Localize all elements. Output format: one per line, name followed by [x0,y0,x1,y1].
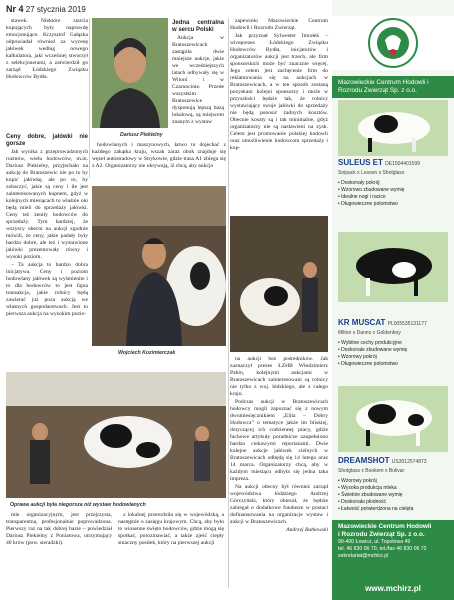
page-header [6,4,86,14]
article-paragraph: stawek. Niektóre starcia kupujących były naprawdę emocjonujące. Krzysztof Gałązka odpowiadał również za wycenę jałówek według nowego kalkulatora, jaki wcześniej stworzył z selekcjonerami, a zatwierdził go zarząd Łódzkiego Związku Hodowców Bydła. [6,18,88,80]
man-with-cows-image [92,186,226,346]
photo-kozimierczak [92,186,226,346]
column-3-bottom [230,356,328,535]
contact-email[interactable]: sekretariat@mchirz.pl [338,553,389,559]
column-3 [230,18,328,153]
bull-pedigree: Shotglass x Bookem x Bolivar [338,468,405,474]
bull-features: • Doskonały pokrój • Wzorowo zbudowane wymię • Idealne nogi i racice • Długowieczne potomstwo [338,180,405,208]
article-paragraph: Podczas aukcji w Bratoszewicach hodowcy mogli zapoznać się z nowym dwumiesięcznikiem „Elita – Dobry Hodowca” o tematyce jakże im bliskiej, dotyczącej ich codziennej pracy, gdzie fachowe artykuły poradnicze uzupełniono bardzo ciekawymi reportażami. Dwie kolejne aukcje jałówek cielnych w Bratoszewicach odbędą się 14 lutego oraz 14 marca. Organizatorzy chcą, aby w każdym miesiącu odbyła się jedna taka impreza. [230,399,328,482]
company-logo [332,16,454,70]
bull-pedigree: Milton x Danno x Goldenboy [338,330,401,336]
column-2-mid [92,142,226,171]
article-paragraph: Na aukcji obecny był również zarząd województwa łódzkiego Andrzej Górczyński, który obiecał, że będzie zabiegał o dodatkowe fundusze w postaci dofinansowania na organizacje wystaw i aukcji w Bratoszewicach. [230,484,328,525]
column-divider [89,18,90,178]
column-2-bottom [118,512,224,548]
article-paragraph: na aukcji bez pośredników. Jak zaznaczył prezes ŁZHB Włodzimierz Pabin, kolejnymi aukcjami w Bratoszewicach zainteresowani są rolnicy nie tylko z woj. łódzkiego, ale z całego kraju. [230,356,328,397]
article-paragraph: Jak przyznał Sylwester Imiołek – wiceprezes Łódzkiego Związku Hodowców Bydła, inicjatorów i organizatorów aukcji jest trzech, ale firm sponsorskich może być znacznie więcej. Jego celem jest zachęcenie firm do reklamowania się na aukcjach w Bratoszewicach, a w ten sposób zostaną pozyskani kolejni sponsorzy i może w przyszłości będzie tak, że rolnicy wystawiający swoje jałówki do sprzedaży nie będą ponosić żadnych kosztów. Obecnie koszty są i tak minimalne, gdyż organizatorzy nie są nastawieni na zysk. Celem jest promowanie polskiej hodowli oraz umożliwienie hodowcom sprzedaży i kup- [230,33,328,151]
article-paragraph: zapewniło Mazowieckie Centrum Hodowli i Rozrodu Zwierząt. [230,18,328,31]
portrait-image [92,18,168,128]
contact-address: 99-400 Łowicz, ul. Topolowa 49 [338,539,411,545]
column-2-top [172,18,224,127]
caption-kozimierczak: Wojciech Kozimierczak [118,350,176,356]
article-paragraph: Aukcja w Bratoszewicach zastąpiła dwie mniejsze aukcje, jakie we wcześniejszych latach odbywały się w Witoni i w Czarnocinie. Przede wszystkim Bratoszewice dysponują lepszą bazą lokalową, są miejscem znanym z wystaw [172,35,224,125]
bull-name: KR MUSCAT PL005535131177 [338,318,427,327]
column-1-bottom [6,512,112,548]
bull-features: • Wybitne cechy produkcyjne • Doskonale zbudowane wymię • Wzorowy pokrój • Długowieczne potomstwo [338,340,407,368]
contact-name-2: i Rozrodu Zwierząt Sp. z o.o. [338,531,425,538]
article-paragraph: z lokalnej przerodziła się w wojewódzką, a następnie o zasięgu krajowym. Chcą, aby było to wiosenne święto hodowców, gdzie mogą się spotkać, porozmawiać, a także zjeść ciepły smaczny posiłek, który na pierwszej aukcji [118,512,224,546]
caption-piekielny: Dariusz Piekielny [120,132,163,138]
article-paragraph: hodowlanych i maszynowych, łatwo tu dojechać z każdego zakątka kraju, wszak zaraz obok znajduje się węzeł autostradowy w Strykowie, gdzie trasa A1 zbiega się z A2. Organizatorzy nie ukrywają, iż chcą, aby aukcja [92,142,226,169]
contact-name: Mazowieckie Centrum Hodowli [338,523,432,530]
company-name-band: Mazowieckie Centrum Hodowli i Rozrodu Zwierząt Sp. z o.o. [332,76,454,98]
column-1-top [6,18,88,82]
bull-photo-suleus [338,100,448,156]
contact-block [332,520,454,578]
cow-image [338,100,448,156]
article-paragraph: mie organizacyjnym, jest przejrzysta, transparentna, profesjonalnie poprowadzona. Pierwszy raz na tak dobrej bazie – powiedział Dariusz Piekielny z Poniatowa, utrzymujący 40 krów (pow. sieradzki). [6,512,112,546]
caption-auction: Oprawa aukcji była niegorsza niż wystaw hodowlanych [10,502,146,508]
bull-pedigree: Snipack x Lesson x Shotglass [338,170,405,176]
bull-photo-dreamshot [338,386,448,452]
cows-barn-image [230,216,328,352]
contact-phone: tel. 46 830 06 70, tel./fax 46 830 06 72 [338,546,427,552]
issue-date: 27 stycznia 2019 [25,5,86,14]
bull-name: SULEUS ET DE1504401599 [338,158,420,167]
photo-cows-and-people [230,216,328,352]
section-heading: Ceny dobre, jałówki nie gorsze [6,134,88,147]
bull-name: DREAMSHOT US3012574873 [338,456,427,465]
website-link[interactable]: www.mchirz.pl [332,578,454,600]
cow-image [338,386,448,452]
article-paragraph: – Ta aukcja to bardzo dobra inicjatywa. Ceny i poziom hodowlany jałówek są wyśmienite i to dla hodowców to jest fajna transakcja, jakie rolnicy będą zawierać już poza aukcją we własnych gospodarstwach. Jest to pierwsza aukcja na wysokim pozio- [6,262,88,317]
auction-cows-image [6,372,226,498]
advertisement-sidebar [332,0,454,600]
article-paragraph: Jak wynika z przeprowadzonych rozmów, wielu hodowców, m.in. Dariusz Piekielny, przyjechało na aukcję do Bratoszewic nie po to by kupić jałówkę, ale po to, by zobaczyć, jakie są ceny i ile jest zainteresowanych kupnem, gdyż w kolejnych miesiącach to właśnie oni będą mieli do sprzedaży jałówki. Ceny też żeniły hodowców do sprzedaży. Tym bardziej, że wszyscy obecni na aukcji zgodnie mówili, że ceny, jakie padały były bardzo dobre, ale też i wystawione jałówki prezentowały równy i wysoki poziom. [6,149,88,260]
bull-photo-muscat [338,232,448,302]
section-heading: Jedna centralna w sercu Polski [172,20,224,33]
column-1-mid [6,132,88,319]
page-number: Nr 4 [6,4,24,14]
mchirz-logo-icon [332,16,454,70]
column-divider [228,18,229,588]
portrait-photo-piekielny [92,18,168,128]
auction-ring-photo [6,372,226,498]
bull-features: • Wzorowy pokrój • Wysoka produkcja mleka • Świetnie zbudowane wymię • Doskonała płodność • Łatwość potwierdzona na cielęta [338,478,413,513]
author-signature: Andrzej Rutkowski [286,527,328,533]
cow-image [338,232,448,302]
